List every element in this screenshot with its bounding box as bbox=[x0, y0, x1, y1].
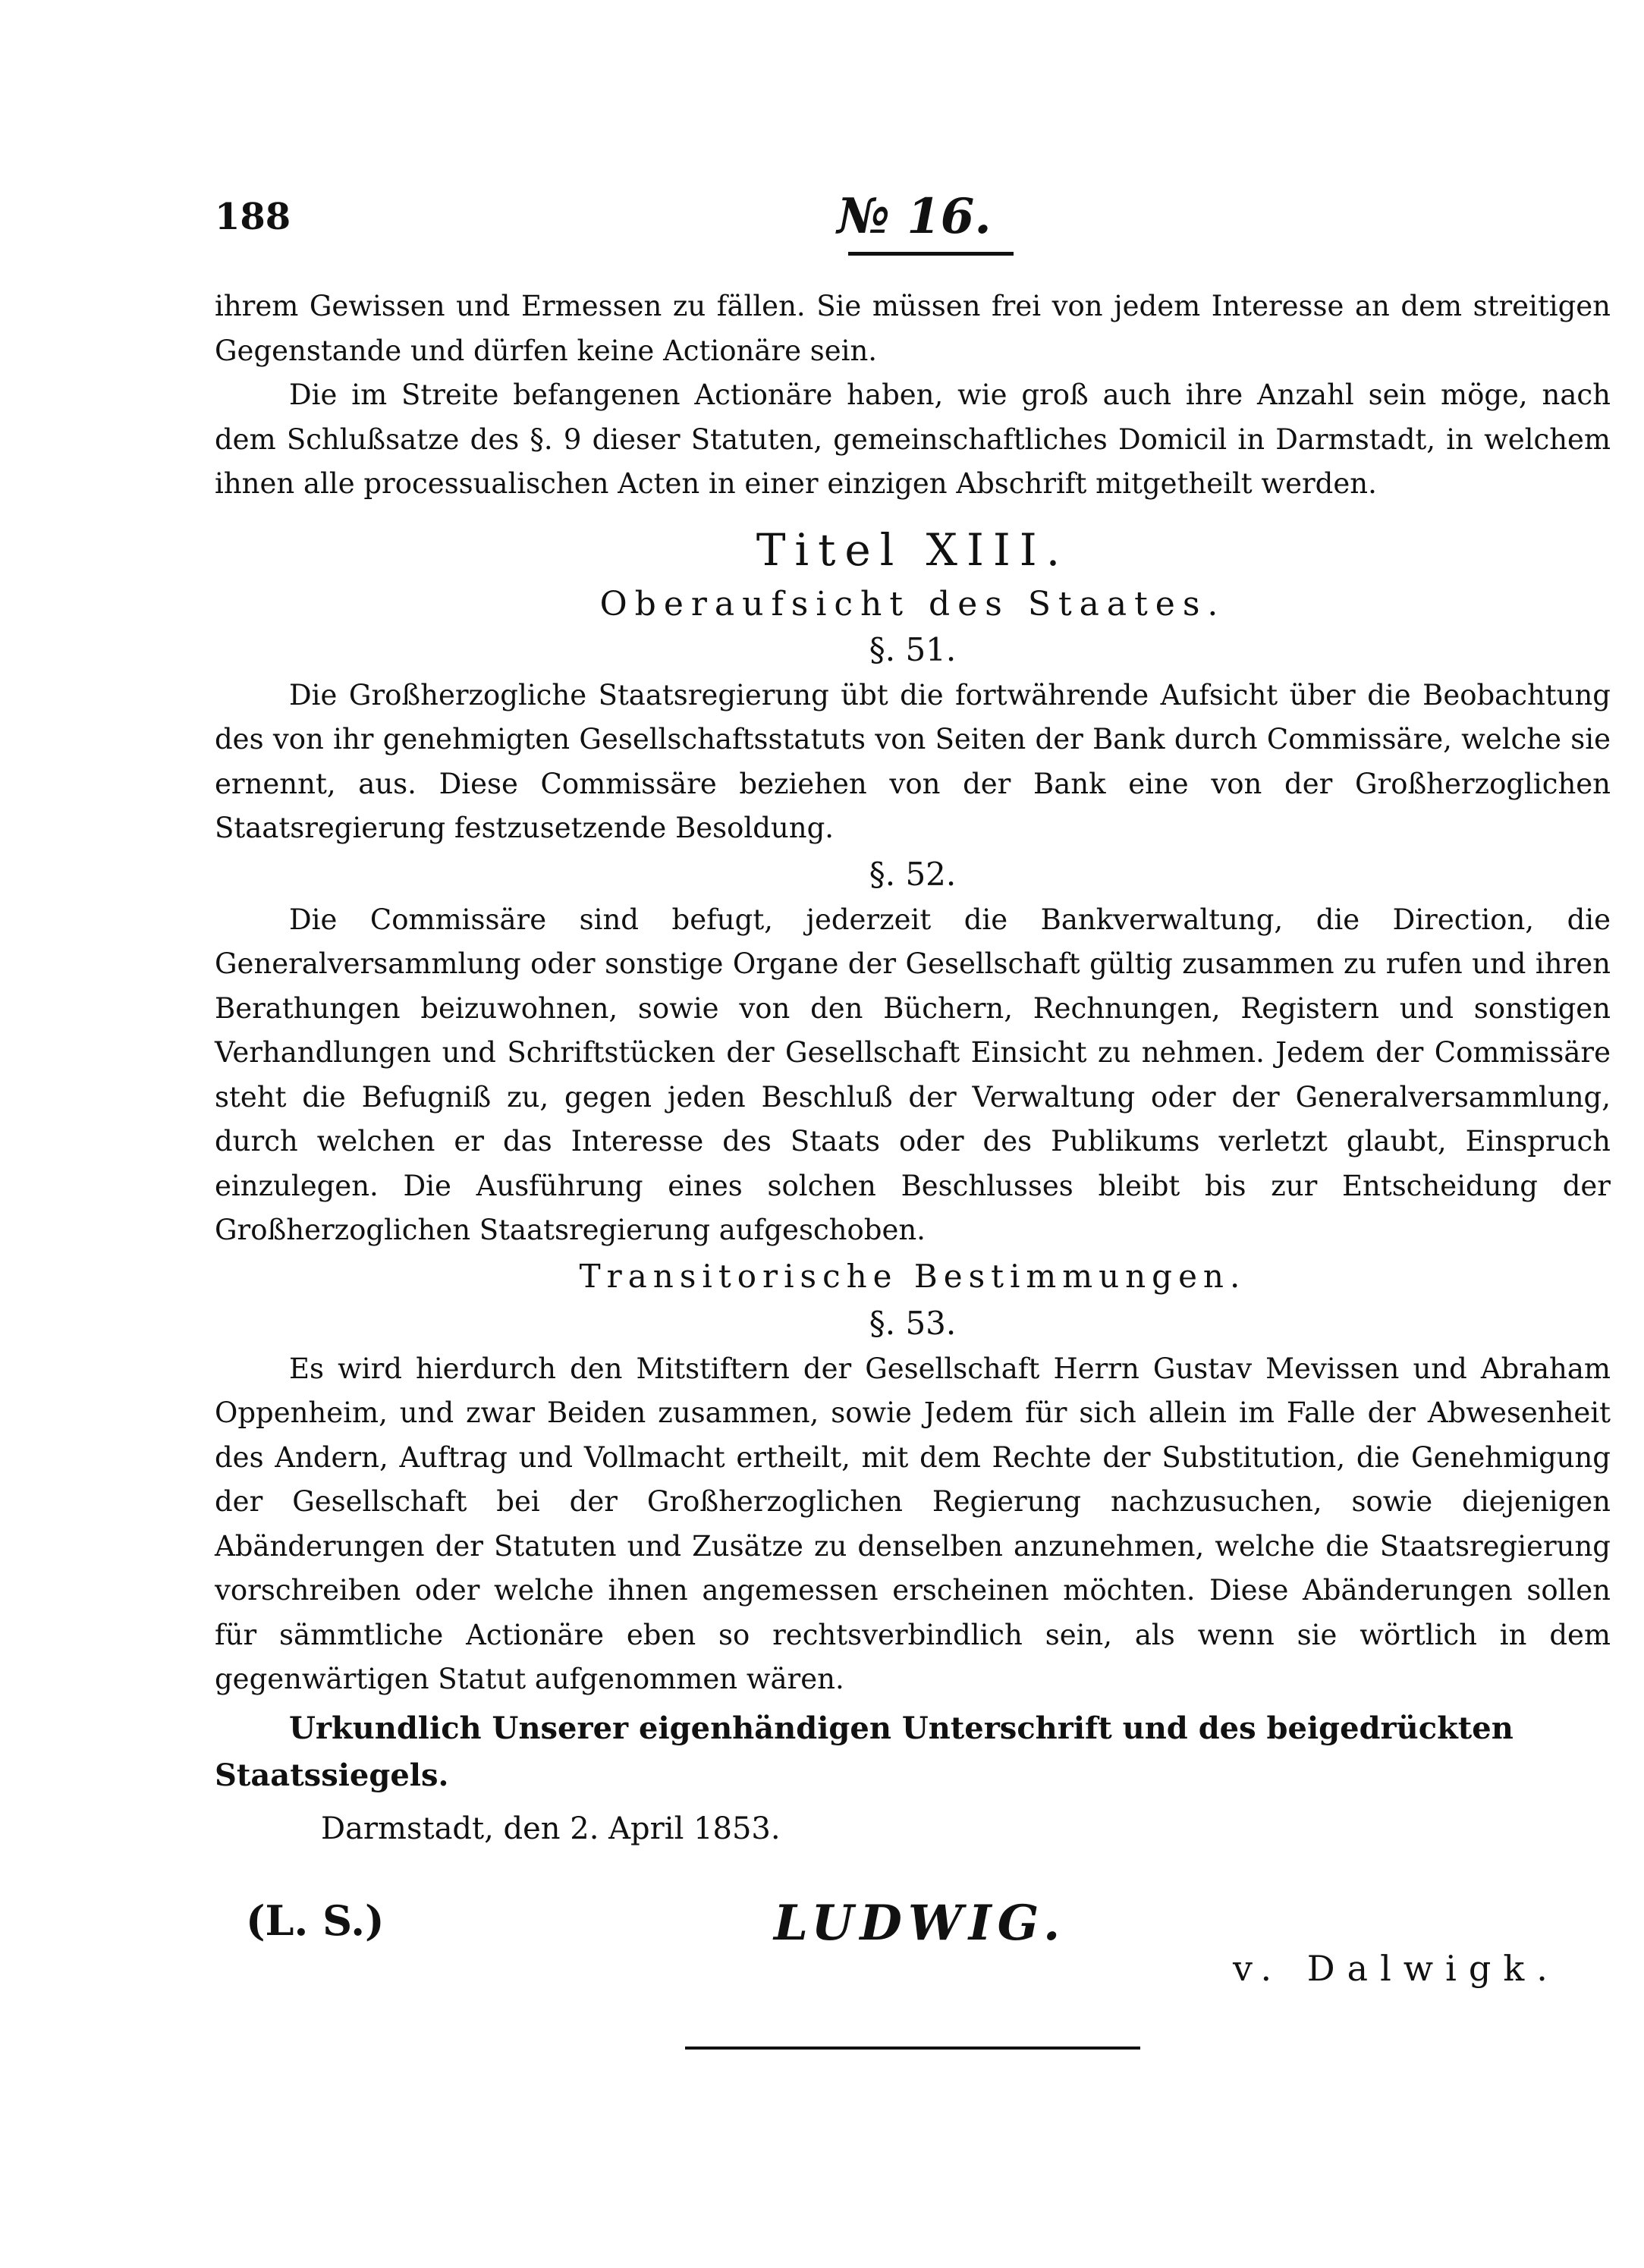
section-51-text: Die Großherzogliche Staatsregierung übt die fortwährende Aufsicht über die Beobachtung des von ihr genehmigten Gesellschaftsstatuts von Seiten der Bank durch Commissäre, welche sie ernennt, aus. Diese Commissäre beziehen von der Bank eine von der Großherzoglichen Staatsregierung festzusetzende Besoldung. bbox=[215, 678, 1611, 844]
closing-formula: Urkundlich Unserer eigenhändigen Unterschrift und des beigedrückten Staatssiegels. bbox=[215, 1710, 1514, 1793]
end-rule bbox=[685, 2047, 1140, 2050]
page-number: 188 bbox=[215, 196, 291, 238]
title-subheading: Oberaufsicht des Staates. bbox=[599, 584, 1226, 624]
section-52-text: Die Commissäre sind befugt, jederzeit die Bankverwaltung, die Direction, die Generalversammlung oder sonstige Organe der Gesellschaft gültig zusammen zu rufen und ihren Berathungen beizuwohnen, sowie von den Büchern, Rechnungen, Registern und sonstigen Verhandlungen und Schriftstücken der Gesellschaft Einsicht zu nehmen. Jedem der Commissäre steht die Befugniß zu, gegen jeden Beschluß der Verwaltung oder der Generalversammlung, durch welchen er das Interesse des Staats oder des Publikums verletzt glaubt, Einspruch einzulegen. Die Ausführung eines solchen Beschlusses bleibt bis zur Entscheidung der Großherzoglichen Staatsregierung aufgeschoben. bbox=[215, 903, 1611, 1246]
section-51-heading: §. 51. bbox=[869, 630, 957, 668]
paragraph-domicile: Die im Streite befangenen Actionäre haben, wie groß auch ihre Anzahl sein möge, nach dem Schlußsatze des §. 9 dieser Statuten, gemeinschaftliches Domicil in Darmstadt, in welchem ihnen alle processualischen Acten in einer einzigen Abschrift mitgetheilt werden. bbox=[215, 379, 1611, 500]
issue-underline bbox=[848, 252, 1014, 256]
transitional-heading: Transitorische Bestimmungen. bbox=[579, 1257, 1246, 1295]
paragraph-continuation: ihrem Gewissen und Ermessen zu fällen. Sie müssen frei von jedem Interesse an dem streitigen Gegenstande und dürfen keine Actionäre sein. bbox=[215, 290, 1611, 367]
issue-number: № 16. bbox=[837, 188, 992, 245]
title-heading: Titel XIII. bbox=[756, 523, 1070, 576]
section-53-heading: §. 53. bbox=[869, 1304, 957, 1342]
place-date: Darmstadt, den 2. April 1853. bbox=[321, 1811, 781, 1846]
ruler-signature: LUDWIG. bbox=[774, 1895, 1067, 1952]
document-body bbox=[215, 284, 1611, 1852]
section-53-text: Es wird hierdurch den Mitstiftern der Gesellschaft Herrn Gustav Mevissen und Abraham Oppenheim, und zwar Beiden zusammen, sowie Jedem für sich allein im Falle der Abwesenheit des Andern, Auftrag und Vollmacht ertheilt, mit dem Rechte der Substitution, die Genehmigung der Gesellschaft bei der Großherzoglichen Regierung nachzusuchen, sowie diejenigen Abänderungen der Statuten und Zusätze zu denselben anzunehmen, welche die Staatsregierung vorschreiben oder welche ihnen angemessen erscheinen möchten. Diese Abänderungen sollen für sämmtliche Actionäre eben so rechtsverbindlich sein, als wenn sie wörtlich in dem gegenwärtigen Statut aufgenommen wären. bbox=[215, 1352, 1611, 1695]
section-52-heading: §. 52. bbox=[869, 855, 957, 893]
seal-mark: (L. S.) bbox=[246, 1896, 385, 1945]
minister-signature: v. Dalwigk. bbox=[1233, 1948, 1560, 1989]
